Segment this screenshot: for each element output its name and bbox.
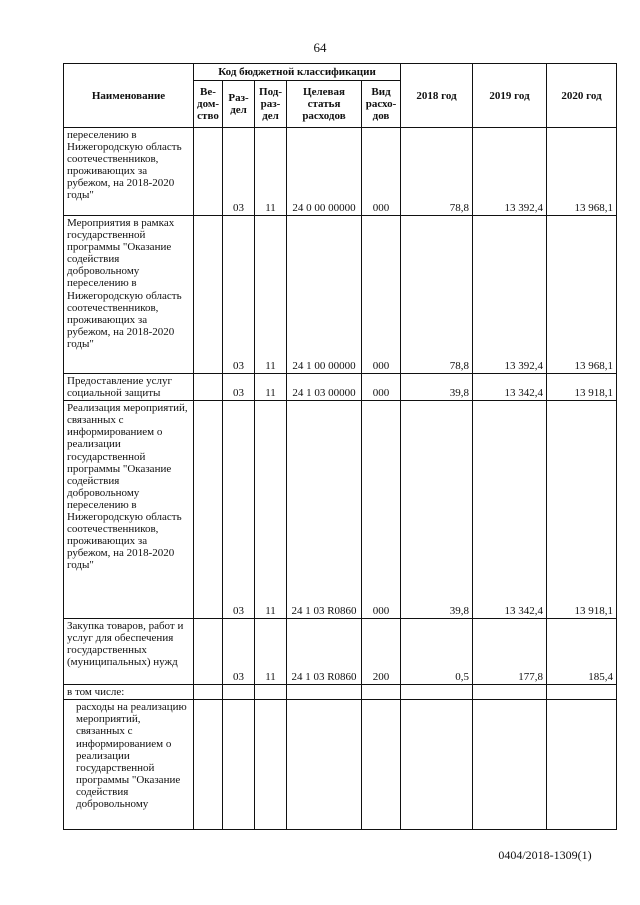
cell-y2018: 78,8 bbox=[401, 128, 473, 216]
header-2020: 2020 год bbox=[547, 64, 617, 128]
header-name: Наименование bbox=[64, 64, 194, 128]
table-row bbox=[64, 216, 617, 374]
cell-y2019: 177,8 bbox=[473, 619, 547, 685]
cell-dept bbox=[194, 216, 223, 374]
table-body bbox=[64, 128, 617, 830]
cell-subsection: 11 bbox=[255, 401, 287, 619]
cell-y2020: 13 918,1 bbox=[547, 401, 617, 619]
cell-y2020: 13 918,1 bbox=[547, 374, 617, 401]
table-row bbox=[64, 700, 617, 830]
header-dept bbox=[194, 81, 223, 128]
cell-exptype: 000 bbox=[362, 128, 401, 216]
cell-subsection bbox=[255, 700, 287, 830]
cell-dept bbox=[194, 619, 223, 685]
cell-target: 24 1 03 R0860 bbox=[287, 401, 362, 619]
header-exptype-text: Вид расхо- дов bbox=[365, 86, 397, 122]
header-target bbox=[287, 81, 362, 128]
cell-y2018 bbox=[401, 685, 473, 700]
cell-y2019: 13 342,4 bbox=[473, 374, 547, 401]
header-2019: 2019 год bbox=[473, 64, 547, 128]
table-row bbox=[64, 128, 617, 216]
cell-name: расходы на реализацию мероприятий, связанных с информированием о реализации государственной программы "Оказание содействия добровольному bbox=[64, 700, 194, 830]
header-subsection-text: Под- раз- дел bbox=[259, 86, 282, 122]
cell-target bbox=[287, 685, 362, 700]
cell-name: Реализация мероприятий, связанных с информированием о реализации государственной программы "Оказание содействия добровольному переселению в Нижегородскую область соотечественников, проживающих за рубежом, на 2018-2020 годы" bbox=[64, 401, 194, 619]
cell-subsection: 11 bbox=[255, 619, 287, 685]
cell-name: переселению в Нижегородскую область соотечественников, проживающих за рубежом, на 2018-2020 годы" bbox=[64, 128, 194, 216]
cell-target: 24 1 03 R0860 bbox=[287, 619, 362, 685]
cell-exptype: 000 bbox=[362, 216, 401, 374]
cell-exptype: 000 bbox=[362, 374, 401, 401]
cell-y2020 bbox=[547, 700, 617, 830]
document-code: 0404/2018-1309(1) bbox=[498, 848, 592, 862]
cell-y2018: 78,8 bbox=[401, 216, 473, 374]
cell-y2018: 39,8 bbox=[401, 401, 473, 619]
cell-exptype: 000 bbox=[362, 401, 401, 619]
cell-y2019: 13 392,4 bbox=[473, 216, 547, 374]
cell-section: 03 bbox=[223, 374, 255, 401]
cell-y2020 bbox=[547, 685, 617, 700]
cell-y2020: 185,4 bbox=[547, 619, 617, 685]
cell-dept bbox=[194, 401, 223, 619]
cell-section: 03 bbox=[223, 128, 255, 216]
budget-table bbox=[63, 63, 617, 830]
header-code-group: Код бюджетной классификации bbox=[194, 64, 401, 81]
cell-y2019: 13 342,4 bbox=[473, 401, 547, 619]
cell-dept bbox=[194, 128, 223, 216]
cell-section: 03 bbox=[223, 401, 255, 619]
cell-subsection bbox=[255, 685, 287, 700]
cell-section: 03 bbox=[223, 619, 255, 685]
cell-y2019 bbox=[473, 700, 547, 830]
cell-name: Мероприятия в рамках государственной программы "Оказание содействия добровольному переселению в Нижегородскую область соотечественников, проживающих за рубежом, на 2018-2020 годы" bbox=[64, 216, 194, 374]
cell-target: 24 1 00 00000 bbox=[287, 216, 362, 374]
header-exptype bbox=[362, 81, 401, 128]
cell-target: 24 1 03 00000 bbox=[287, 374, 362, 401]
cell-exptype bbox=[362, 685, 401, 700]
header-section bbox=[223, 81, 255, 128]
cell-name: в том числе: bbox=[64, 685, 194, 700]
cell-y2020: 13 968,1 bbox=[547, 128, 617, 216]
cell-dept bbox=[194, 685, 223, 700]
cell-y2018: 39,8 bbox=[401, 374, 473, 401]
cell-target: 24 0 00 00000 bbox=[287, 128, 362, 216]
cell-dept bbox=[194, 374, 223, 401]
cell-name: Предоставление услуг социальной защиты bbox=[64, 374, 194, 401]
cell-section bbox=[223, 700, 255, 830]
cell-name: Закупка товаров, работ и услуг для обеспечения государственных (муниципальных) нужд bbox=[64, 619, 194, 685]
cell-section bbox=[223, 685, 255, 700]
cell-y2019: 13 392,4 bbox=[473, 128, 547, 216]
table-row bbox=[64, 619, 617, 685]
header-target-text: Целевая статья расходов bbox=[302, 86, 346, 122]
header-subsection bbox=[255, 81, 287, 128]
header-dept-text: Ве- дом- ство bbox=[197, 86, 220, 122]
cell-y2019 bbox=[473, 685, 547, 700]
header-section-text: Раз- дел bbox=[228, 92, 249, 116]
cell-target bbox=[287, 700, 362, 830]
table-row bbox=[64, 685, 617, 700]
cell-y2018 bbox=[401, 700, 473, 830]
cell-subsection: 11 bbox=[255, 128, 287, 216]
cell-exptype bbox=[362, 700, 401, 830]
cell-subsection: 11 bbox=[255, 216, 287, 374]
cell-y2020: 13 968,1 bbox=[547, 216, 617, 374]
cell-section: 03 bbox=[223, 216, 255, 374]
cell-exptype: 200 bbox=[362, 619, 401, 685]
cell-subsection: 11 bbox=[255, 374, 287, 401]
header-2018: 2018 год bbox=[401, 64, 473, 128]
table-row bbox=[64, 401, 617, 619]
cell-y2018: 0,5 bbox=[401, 619, 473, 685]
table-row bbox=[64, 374, 617, 401]
page-number: 64 bbox=[313, 40, 327, 55]
cell-dept bbox=[194, 700, 223, 830]
